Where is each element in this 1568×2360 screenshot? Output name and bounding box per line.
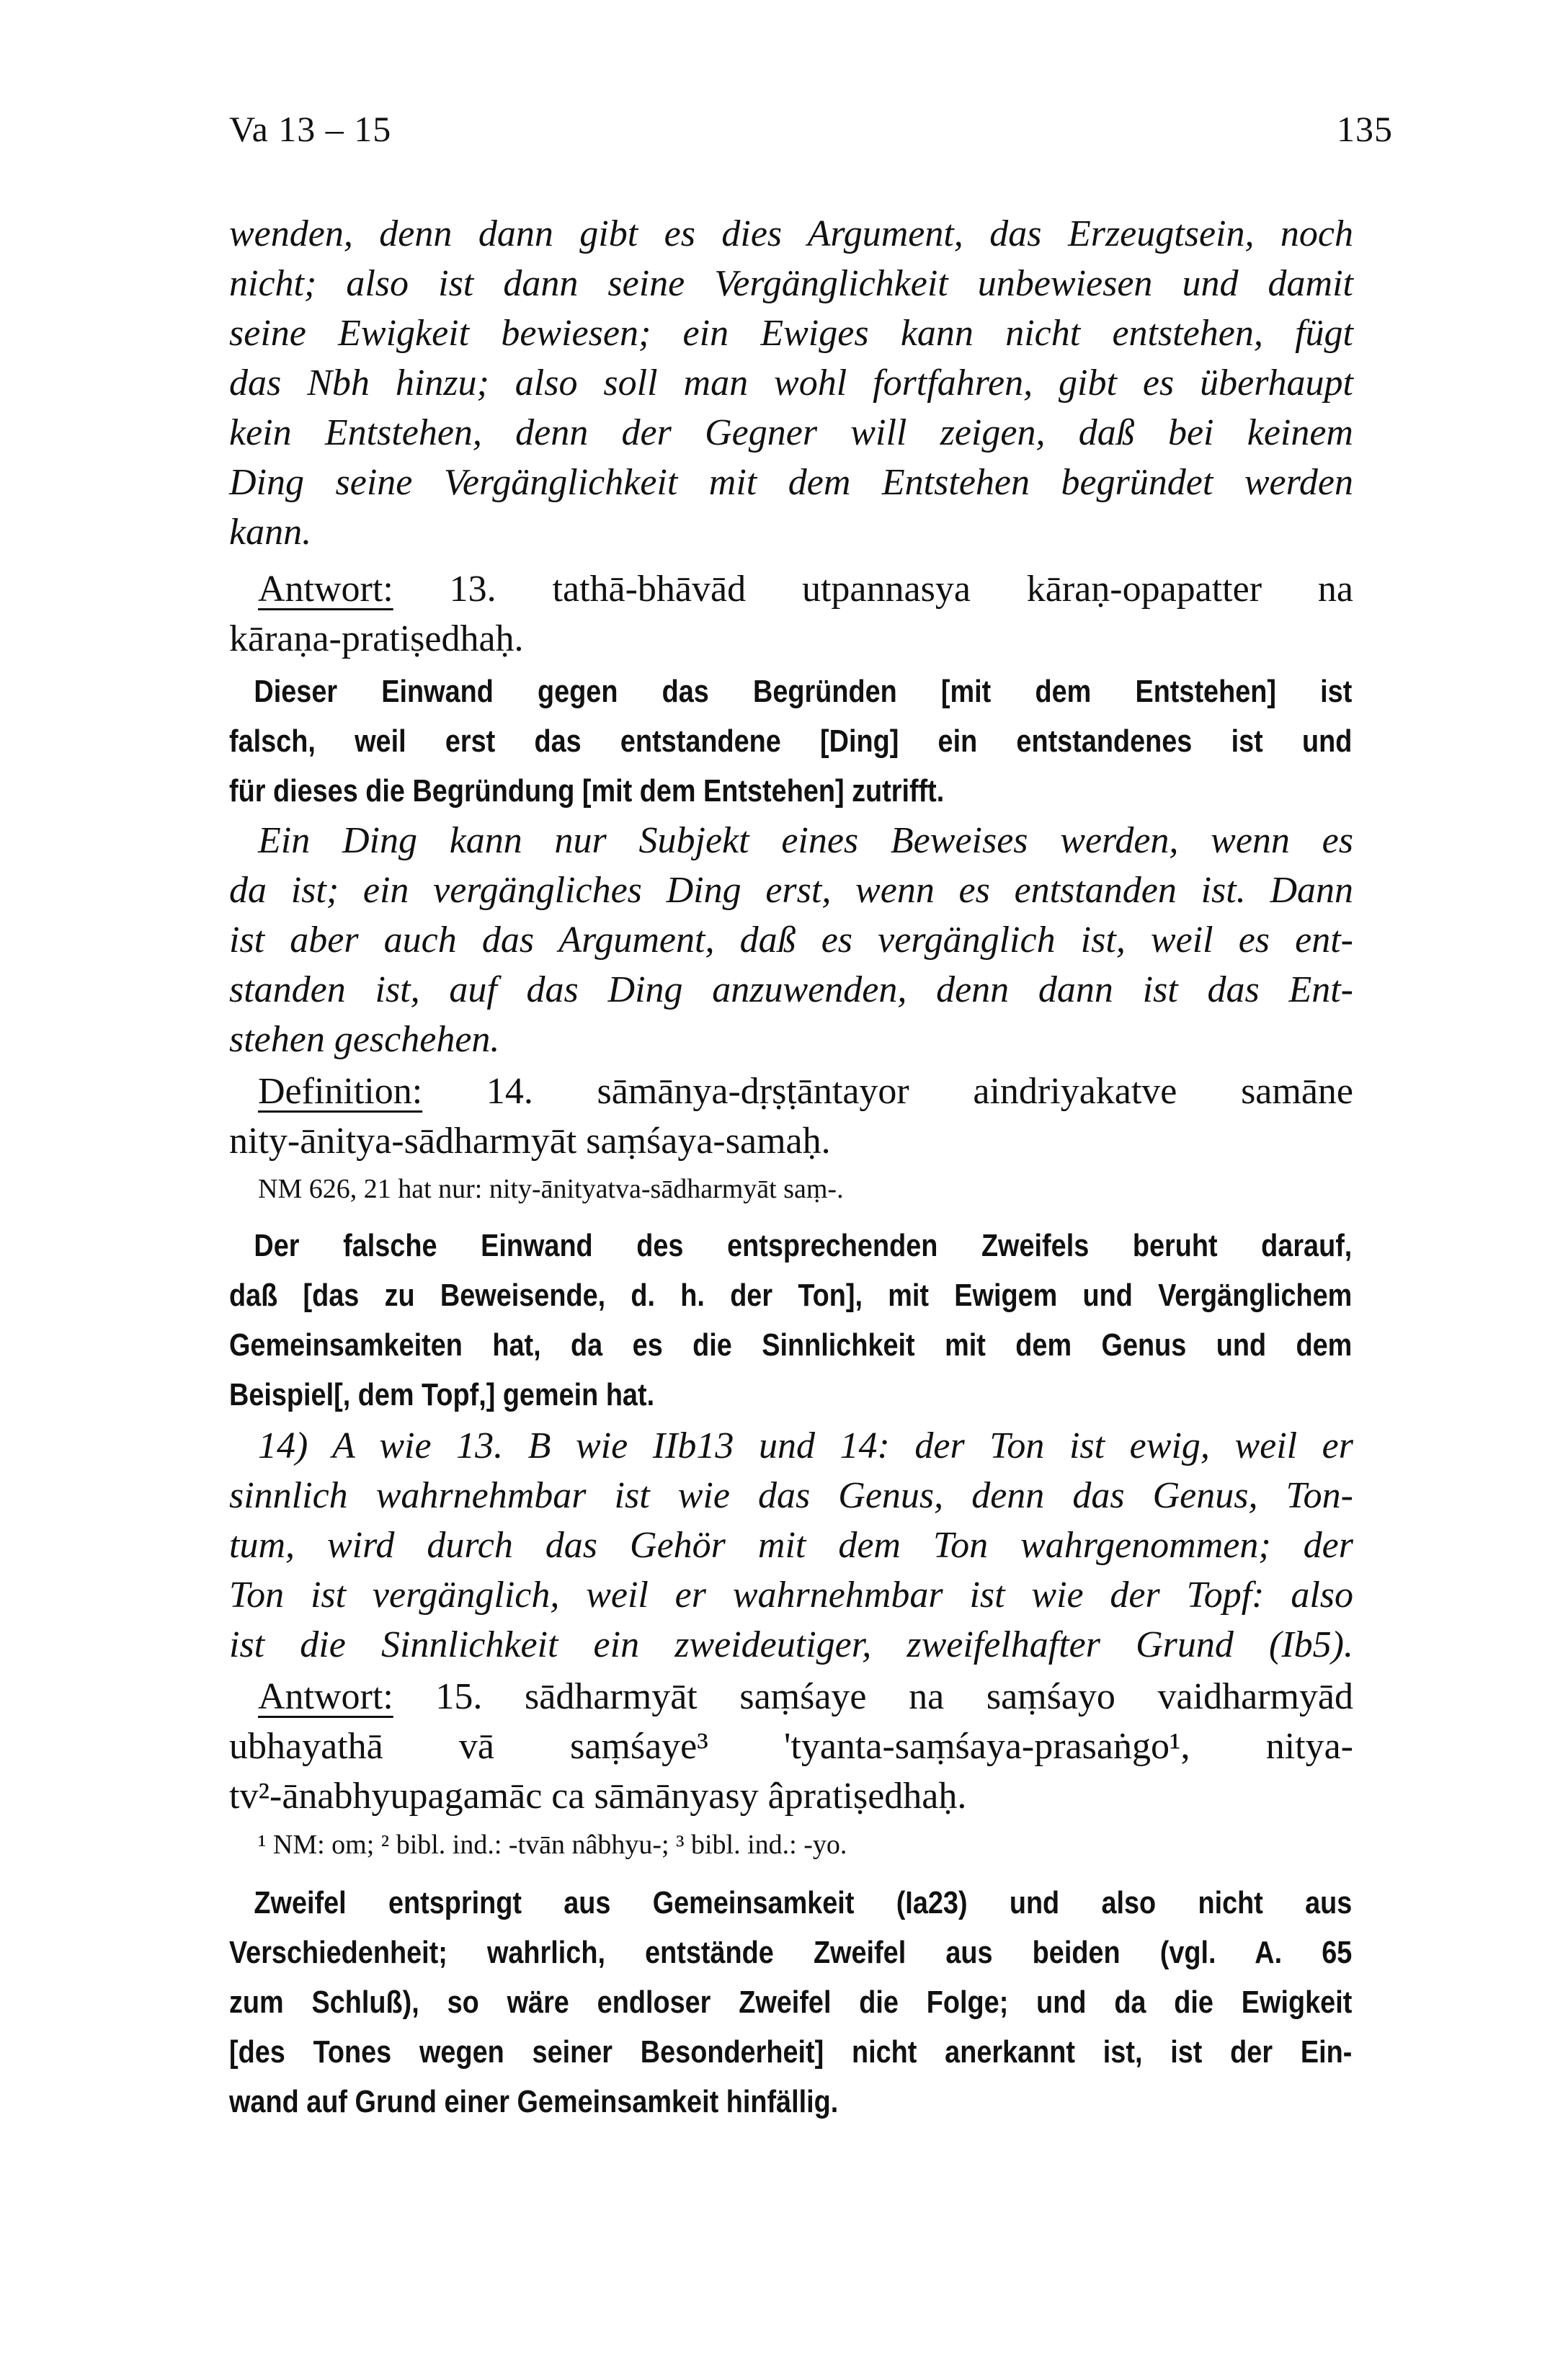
sutra-line: tv²-ānabhyupagamāc ca sāmānyasy âpratiṣedhaḥ.	[229, 1776, 967, 1817]
sutra-15	[229, 1672, 1353, 1821]
text-line: zum Schluß), so wäre endloser Zweifel die Folge; und da die Ewigkeit	[229, 1985, 1353, 2020]
text-line: 14) A wie 13. B wie IIb13 und 14: der Ton ist ewig, weil er	[258, 1425, 1353, 1466]
sutra-label: Antwort:	[258, 569, 393, 610]
text-line: ¹ NM: om; ² bibl. ind.: -tvān nâbhyu-; ³ bibl. ind.: -yo.	[258, 1830, 847, 1860]
text-line: kann.	[229, 512, 312, 553]
text-line: sinnlich wahrnehmbar ist wie das Genus, denn das Genus, Ton-	[229, 1475, 1353, 1516]
text-line: für dieses die Begründung [mit dem Entstehen] zutrifft.	[229, 773, 945, 809]
sutra-line	[229, 564, 1353, 614]
text-line: ist die Sinnlichkeit ein zweideutiger, zweifelhafter Grund (Ib5).	[229, 1624, 1353, 1665]
running-head-section: Va 13 – 15	[229, 109, 392, 149]
sutra-line: ubhayathā vā saṃśaye³ 'tyanta-saṃśaya-prasaṅgo¹, nitya-	[229, 1726, 1353, 1767]
sutra-line	[229, 1067, 1353, 1116]
text-line: stehen geschehen.	[229, 1019, 500, 1060]
text-line: Verschiedenheit; wahrlich, entstände Zweifel aus beiden (vgl. A. 65	[229, 1935, 1353, 1970]
text-line: Ein Ding kann nur Subjekt eines Beweises werden, wenn es	[258, 820, 1353, 861]
page-number: 135	[1337, 109, 1393, 149]
sutra-line: nity-ānitya-sādharmyāt saṃśaya-samaḥ.	[229, 1121, 831, 1162]
text-line: das Nbh hinzu; also soll man wohl fortfahren, gibt es überhaupt	[229, 362, 1353, 404]
sutra-label: Definition:	[258, 1071, 423, 1112]
text-line: Gemeinsamkeiten hat, da es die Sinnlichkeit mit dem Genus und dem	[229, 1327, 1353, 1363]
sutra-text: 13. tathā-bhāvād utpannasya kāraṇ-opapatter na	[449, 569, 1353, 610]
commentary-14	[229, 1421, 1353, 1670]
translation-15	[229, 1878, 1352, 2127]
sutra-14	[229, 1067, 1353, 1166]
text-line: Der falsche Einwand des entsprechenden Zweifels beruht darauf,	[254, 1228, 1353, 1263]
note-14	[229, 1169, 1353, 1209]
text-line: nicht; also ist dann seine Vergänglichkeit unbewiesen und damit	[229, 263, 1353, 304]
translation-14	[229, 1221, 1352, 1420]
text-line: Zweifel entspringt aus Gemeinsamkeit (Ia23) und also nicht aus	[254, 1885, 1353, 1920]
sutra-text: 14. sāmānya-dṛṣṭāntayor aindriyakatve samāne	[486, 1071, 1353, 1112]
text-line: daß [das zu Beweisende, d. h. der Ton], mit Ewigem und Vergänglichem	[229, 1278, 1353, 1313]
text-line: Beispiel[, dem Topf,] gemein hat.	[229, 1377, 655, 1412]
commentary-paragraph-continued	[229, 209, 1353, 557]
text-line: wand auf Grund einer Gemeinsamkeit hinfällig.	[229, 2084, 839, 2119]
text-line: da ist; ein vergängliches Ding erst, wenn es entstanden ist. Dann	[229, 870, 1353, 911]
sutra-13	[229, 564, 1353, 664]
text-line: falsch, weil erst das entstandene [Ding] ein entstandenes ist und	[229, 723, 1353, 759]
text-line: Dieser Einwand gegen das Begründen [mit dem Entstehen] ist	[254, 674, 1353, 709]
sutra-line	[229, 1672, 1353, 1722]
text-line: kein Entstehen, denn der Gegner will zeigen, daß bei keinem	[229, 412, 1353, 453]
text-line: ist aber auch das Argument, daß es vergänglich ist, weil es ent-	[229, 919, 1353, 961]
translation-13	[229, 667, 1352, 816]
text-line: NM 626, 21 hat nur: nity-ānityatva-sādharmyāt saṃ-.	[258, 1174, 844, 1204]
text-line: Ton ist vergänglich, weil er wahrnehmbar ist wie der Topf: also	[229, 1575, 1353, 1616]
sutra-line: kāraṇa-pratiṣedhaḥ.	[229, 618, 524, 659]
text-line: wenden, denn dann gibt es dies Argument, das Erzeugtsein, noch	[229, 213, 1353, 254]
sutra-text: 15. sādharmyāt saṃśaye na saṃśayo vaidharmyād	[435, 1676, 1354, 1717]
note-15	[229, 1825, 1353, 1865]
sutra-label: Antwort:	[258, 1676, 393, 1717]
commentary-13	[229, 816, 1353, 1064]
text-line: standen ist, auf das Ding anzuwenden, denn dann ist das Ent-	[229, 969, 1353, 1010]
text-line: seine Ewigkeit bewiesen; ein Ewiges kann nicht entstehen, fügt	[229, 313, 1353, 354]
text-line: tum, wird durch das Gehör mit dem Ton wahrgenommen; der	[229, 1525, 1353, 1566]
text-line: [des Tones wegen seiner Besonderheit] nicht anerkannt ist, ist der Ein-	[229, 2034, 1353, 2070]
text-line: Ding seine Vergänglichkeit mit dem Entstehen begründet werden	[229, 462, 1353, 503]
